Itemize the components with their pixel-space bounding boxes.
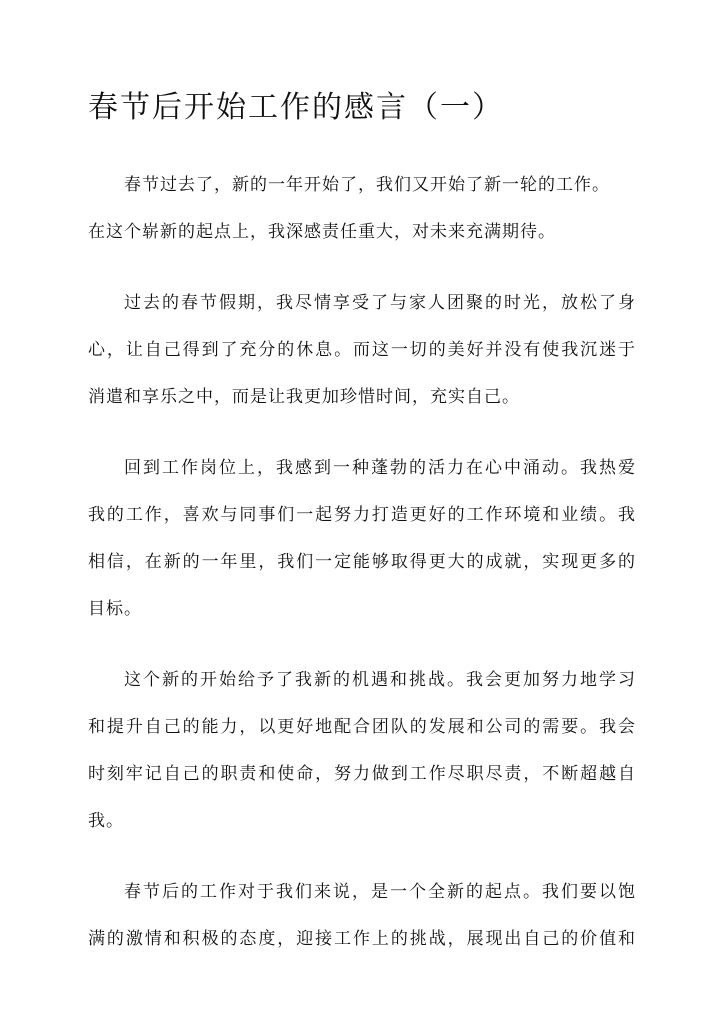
paragraph-5 <box>88 869 636 963</box>
paragraph-line: 春节过去了，新的一年开始了，我们又开始了新一轮的工作。 <box>124 175 610 195</box>
paragraph-line: 相信，在新的一年里，我们一定能够取得更大的成就，实现更多的 <box>88 552 636 572</box>
paragraph-3 <box>88 445 636 633</box>
paragraph-line: 在这个崭新的起点上，我深感责任重大，对未来充满期待。 <box>88 222 556 242</box>
paragraph-line: 和提升自己的能力，以更好地配合团队的发展和公司的需要。我会 <box>88 717 636 737</box>
paragraph-line: 消遣和享乐之中，而是让我更加珍惜时间，充实自己。 <box>88 387 520 407</box>
paragraph-line: 时刻牢记自己的职责和使命，努力做到工作尽职尽责，不断超越自 <box>88 764 636 784</box>
paragraph-line: 满的激情和积极的态度，迎接工作上的挑战，展现出自己的价值和 <box>88 929 636 949</box>
paragraph-line: 这个新的开始给予了我新的机遇和挑战。我会更加努力地学习 <box>124 670 636 690</box>
document-title: 春节后开始工作的感言（一） <box>88 90 504 125</box>
document-body <box>88 162 636 987</box>
paragraph-line: 目标。 <box>88 599 142 619</box>
paragraph-line: 回到工作岗位上，我感到一种蓬勃的活力在心中涌动。我热爱 <box>124 458 636 478</box>
paragraph-line: 我的工作，喜欢与同事们一起努力打造更好的工作环境和业绩。我 <box>88 505 636 525</box>
paragraph-2 <box>88 280 636 421</box>
paragraph-4 <box>88 657 636 845</box>
paragraph-line: 过去的春节假期，我尽情享受了与家人团聚的时光，放松了身 <box>124 293 636 313</box>
paragraph-1 <box>88 162 636 256</box>
paragraph-line: 我。 <box>88 811 124 831</box>
paragraph-line: 春节后的工作对于我们来说，是一个全新的起点。我们要以饱 <box>124 882 636 902</box>
paragraph-line: 心，让自己得到了充分的休息。而这一切的美好并没有使我沉迷于 <box>88 340 636 360</box>
